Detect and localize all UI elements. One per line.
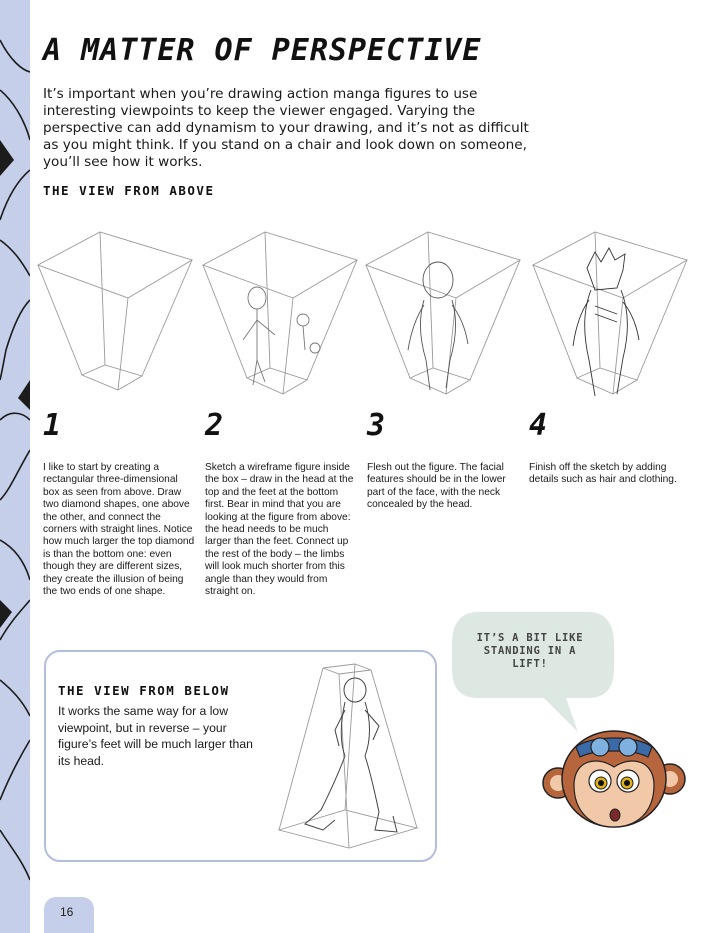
side-decoration-strip	[0, 0, 30, 933]
step-1-number: 1	[43, 408, 62, 443]
view-from-above-sketches	[30, 210, 700, 420]
step-2-text: Sketch a wireframe figure inside the box – draw in the head at the top and the feet at the bottom first. Bear in mind that you are looking at the figure from above: the head needs to be much larger than the feet. Connect up the rest of the body – the limbs will look much shorter from this angle than they would from straight on.	[205, 462, 354, 598]
intro-paragraph: It’s important when you’re drawing action manga figures to use interesting viewpoints to keep the viewer engaged. Varying the perspective can add dynamism to your drawing, and it’s not as difficult as you might think. If you stand on a chair and look down on someone, you’ll see how it works.	[43, 86, 529, 170]
page-number: 16	[60, 905, 74, 919]
sketch-2-wireframe	[203, 232, 357, 394]
monkey-mascot-illustration	[540, 725, 690, 835]
view-from-below-heading: THE VIEW FROM BELOW	[58, 683, 230, 698]
speech-bubble	[448, 610, 618, 740]
manga-line-art-decoration	[0, 0, 30, 933]
view-from-below-sketch	[275, 660, 425, 855]
view-from-above-heading: THE VIEW FROM ABOVE	[43, 183, 215, 198]
step-1-text: I like to start by creating a rectangular three-dimensional box as seen from above. Draw two diamond shapes, one above the other, and connect the corners with straight lines. Notice how much larger the top diamond is than the bottom one: even though they are different sizes, they create the illusion of being the two ends of one shape.	[43, 462, 195, 598]
step-4-text: Finish off the sketch by adding details such as hair and clothing.	[529, 462, 677, 486]
sketch-1-box	[38, 232, 192, 390]
view-from-below-text: It works the same way for a low viewpoint, but in reverse – your figure’s feet will be much larger than its head.	[58, 704, 253, 768]
step-3-number: 3	[367, 408, 386, 443]
step-3-text: Flesh out the figure. The facial features should be in the lower part of the face, with the neck concealed by the head.	[367, 462, 506, 511]
page-title: A MATTER OF PERSPECTIVE	[43, 33, 482, 68]
step-2-number: 2	[205, 408, 224, 443]
step-4-number: 4	[529, 408, 548, 443]
sketch-3-figure	[366, 232, 520, 394]
sketch-4-finished	[533, 232, 687, 396]
speech-bubble-text: IT’S A BIT LIKE STANDING IN A LIFT!	[476, 632, 584, 670]
